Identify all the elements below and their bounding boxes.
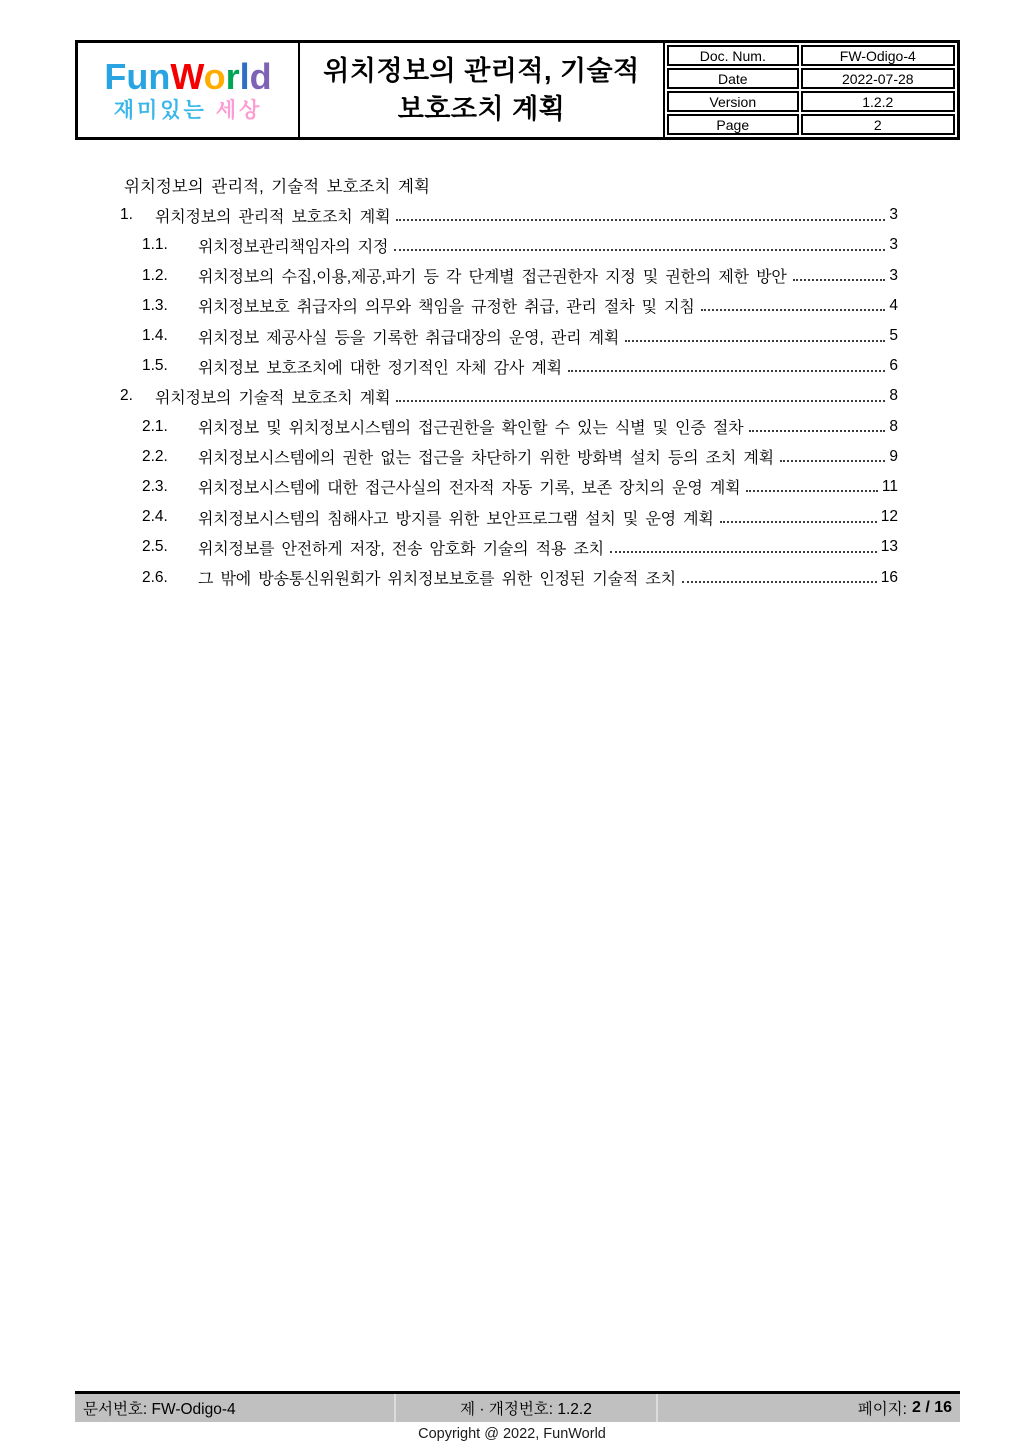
footer-page-indicator bbox=[658, 1394, 960, 1422]
footer-page-label: 페이지: bbox=[857, 1401, 907, 1418]
logo-letter: u bbox=[126, 56, 149, 97]
toc-entry-text: 위치정보 보호조치에 대한 정기적인 자체 감사 계획 bbox=[198, 359, 562, 377]
toc-entry bbox=[120, 472, 898, 502]
toc-entry-number: 1.3. bbox=[142, 296, 168, 314]
toc-entry-text: 위치정보를 안전하게 저장, 전송 암호화 기술의 적용 조치 bbox=[198, 540, 604, 558]
toc-entry-text: 위치정보 제공사실 등을 기록한 취급대장의 운영, 관리 계획 bbox=[198, 329, 620, 347]
toc-page-number: 16 bbox=[880, 568, 898, 586]
toc-leader-dots bbox=[701, 296, 886, 311]
document-title bbox=[298, 43, 665, 137]
toc-page-number: 5 bbox=[889, 327, 898, 345]
toc-leader-dots bbox=[780, 447, 885, 462]
logo-letter: F bbox=[104, 56, 127, 97]
logo-tagline-text bbox=[114, 100, 263, 121]
toc-leader-dots bbox=[396, 387, 885, 402]
toc-entry bbox=[120, 351, 898, 381]
toc-leader-dots bbox=[682, 568, 877, 583]
meta-label: Date bbox=[667, 68, 799, 89]
logo-tagline-part bbox=[207, 99, 216, 122]
meta-row bbox=[667, 68, 955, 89]
meta-value: FW-Odigo-4 bbox=[801, 45, 955, 66]
logo-brand-text bbox=[104, 56, 272, 97]
logo-tagline-part: 세상 bbox=[215, 99, 263, 122]
toc-leader-dots bbox=[720, 508, 877, 523]
toc-page-number: 9 bbox=[889, 447, 898, 465]
logo-letter: d bbox=[249, 56, 272, 97]
funworld-logo bbox=[78, 43, 298, 137]
toc-entry-number: 2.1. bbox=[142, 417, 168, 435]
copyright-line: Copyright @ 2022, FunWorld bbox=[418, 1426, 606, 1442]
toc-entry-number: 2.4. bbox=[142, 508, 168, 526]
toc-entry-number: 2.5. bbox=[142, 538, 168, 556]
meta-label: Doc. Num. bbox=[667, 45, 799, 66]
toc-page-number: 3 bbox=[889, 206, 898, 224]
toc-page-number: 3 bbox=[889, 266, 898, 284]
toc-leader-dots bbox=[396, 206, 885, 221]
toc-entries bbox=[120, 200, 898, 592]
toc-leader-dots bbox=[610, 538, 877, 553]
toc-entry bbox=[120, 200, 898, 230]
meta-label: Version bbox=[667, 91, 799, 112]
meta-row bbox=[667, 91, 955, 112]
toc-entry-text: 위치정보의 수집,이용,제공,파기 등 각 단계별 접근권한자 지정 및 권한의 제한 방안 bbox=[198, 269, 787, 287]
footer-page-value: 2 / 16 bbox=[911, 1399, 952, 1416]
toc-entry-number: 2. bbox=[120, 387, 133, 405]
toc-entry-text: 위치정보보호 취급자의 의무와 책임을 규정한 취급, 관리 절차 및 지침 bbox=[198, 299, 695, 317]
toc-entry-number: 2.2. bbox=[142, 447, 168, 465]
logo-letter: n bbox=[148, 56, 171, 97]
toc-entry-number: 1.1. bbox=[142, 236, 168, 254]
toc-entry-number: 1. bbox=[120, 206, 133, 224]
logo-letter: r bbox=[225, 56, 240, 97]
toc-leader-dots bbox=[746, 477, 878, 492]
logo-tagline-part: 재미있는 bbox=[113, 99, 207, 122]
meta-value: 1.2.2 bbox=[801, 91, 955, 112]
toc-entry bbox=[120, 532, 898, 562]
toc-entry-text: 위치정보관리책임자의 지정 bbox=[198, 238, 389, 256]
logo-letter: o bbox=[203, 56, 226, 97]
toc-page-number: 12 bbox=[880, 508, 898, 526]
toc-page-number: 11 bbox=[881, 477, 898, 495]
meta-row bbox=[667, 45, 955, 66]
logo-letter: l bbox=[239, 56, 250, 97]
toc-page-number: 8 bbox=[889, 417, 898, 435]
toc-entry bbox=[120, 261, 898, 291]
toc-entry-text: 그 밖에 방송통신위원회가 위치정보보호를 위한 인정된 기술적 조치 bbox=[198, 571, 676, 589]
toc-page-number: 3 bbox=[889, 236, 898, 254]
toc-entry bbox=[120, 381, 898, 411]
document-title-line2: 보호조치 계획 bbox=[397, 94, 566, 124]
toc-entry-text: 위치정보시스템의 침해사고 방지를 위한 보안프로그램 설치 및 운영 계획 bbox=[198, 510, 714, 528]
toc-page-number: 13 bbox=[880, 538, 898, 556]
toc-leader-dots bbox=[793, 266, 886, 281]
meta-value: 2022-07-28 bbox=[801, 68, 955, 89]
toc-entry-number: 1.2. bbox=[142, 266, 168, 284]
toc-entry bbox=[120, 412, 898, 442]
logo-letter: W bbox=[170, 56, 204, 97]
document-meta bbox=[665, 43, 957, 137]
toc-entry-number: 2.3. bbox=[142, 477, 168, 495]
toc-leader-dots bbox=[625, 327, 885, 342]
meta-value: 2 bbox=[801, 114, 955, 135]
toc-entry bbox=[120, 502, 898, 532]
toc-entry bbox=[120, 442, 898, 472]
footer-doc-number: 문서번호: FW-Odigo-4 bbox=[83, 1401, 236, 1418]
toc-entry bbox=[120, 562, 898, 592]
meta-table bbox=[665, 43, 957, 137]
header-table bbox=[75, 40, 960, 140]
toc-entry-number: 1.4. bbox=[142, 327, 168, 345]
toc-page-number: 4 bbox=[889, 296, 898, 314]
toc-entry bbox=[120, 291, 898, 321]
table-of-contents bbox=[120, 170, 898, 593]
meta-row bbox=[667, 114, 955, 135]
toc-page-number: 6 bbox=[889, 357, 898, 375]
toc-entry-text: 위치정보 및 위치정보시스템의 접근권한을 확인할 수 있는 식별 및 인증 절차 bbox=[198, 420, 744, 438]
toc-leader-dots bbox=[749, 417, 885, 432]
toc-leader-dots bbox=[394, 236, 885, 251]
toc-entry-text: 위치정보시스템에 대한 접근사실의 전자적 자동 기록, 보존 장치의 운영 계획 bbox=[198, 480, 741, 498]
meta-label: Page bbox=[667, 114, 799, 135]
toc-entry-number: 1.5. bbox=[142, 357, 168, 375]
toc-entry-text: 위치정보의 기술적 보호조치 계획 bbox=[155, 389, 391, 407]
toc-entry bbox=[120, 230, 898, 260]
toc-page-number: 8 bbox=[889, 387, 898, 405]
toc-heading: 위치정보의 관리적, 기술적 보호조치 계획 bbox=[124, 178, 430, 197]
toc-entry-text: 위치정보의 관리적 보호조치 계획 bbox=[155, 208, 391, 226]
document-title-line1: 위치정보의 관리적, 기술적 bbox=[323, 56, 640, 86]
toc-entry-text: 위치정보시스템에의 권한 없는 접근을 차단하기 위한 방화벽 설치 등의 조치 계획 bbox=[198, 450, 774, 468]
footer-bar bbox=[75, 1391, 960, 1422]
toc-entry-number: 2.6. bbox=[142, 568, 168, 586]
toc-entry bbox=[120, 321, 898, 351]
footer-revision: 제 · 개정번호: 1.2.2 bbox=[394, 1394, 658, 1422]
toc-leader-dots bbox=[568, 357, 886, 372]
